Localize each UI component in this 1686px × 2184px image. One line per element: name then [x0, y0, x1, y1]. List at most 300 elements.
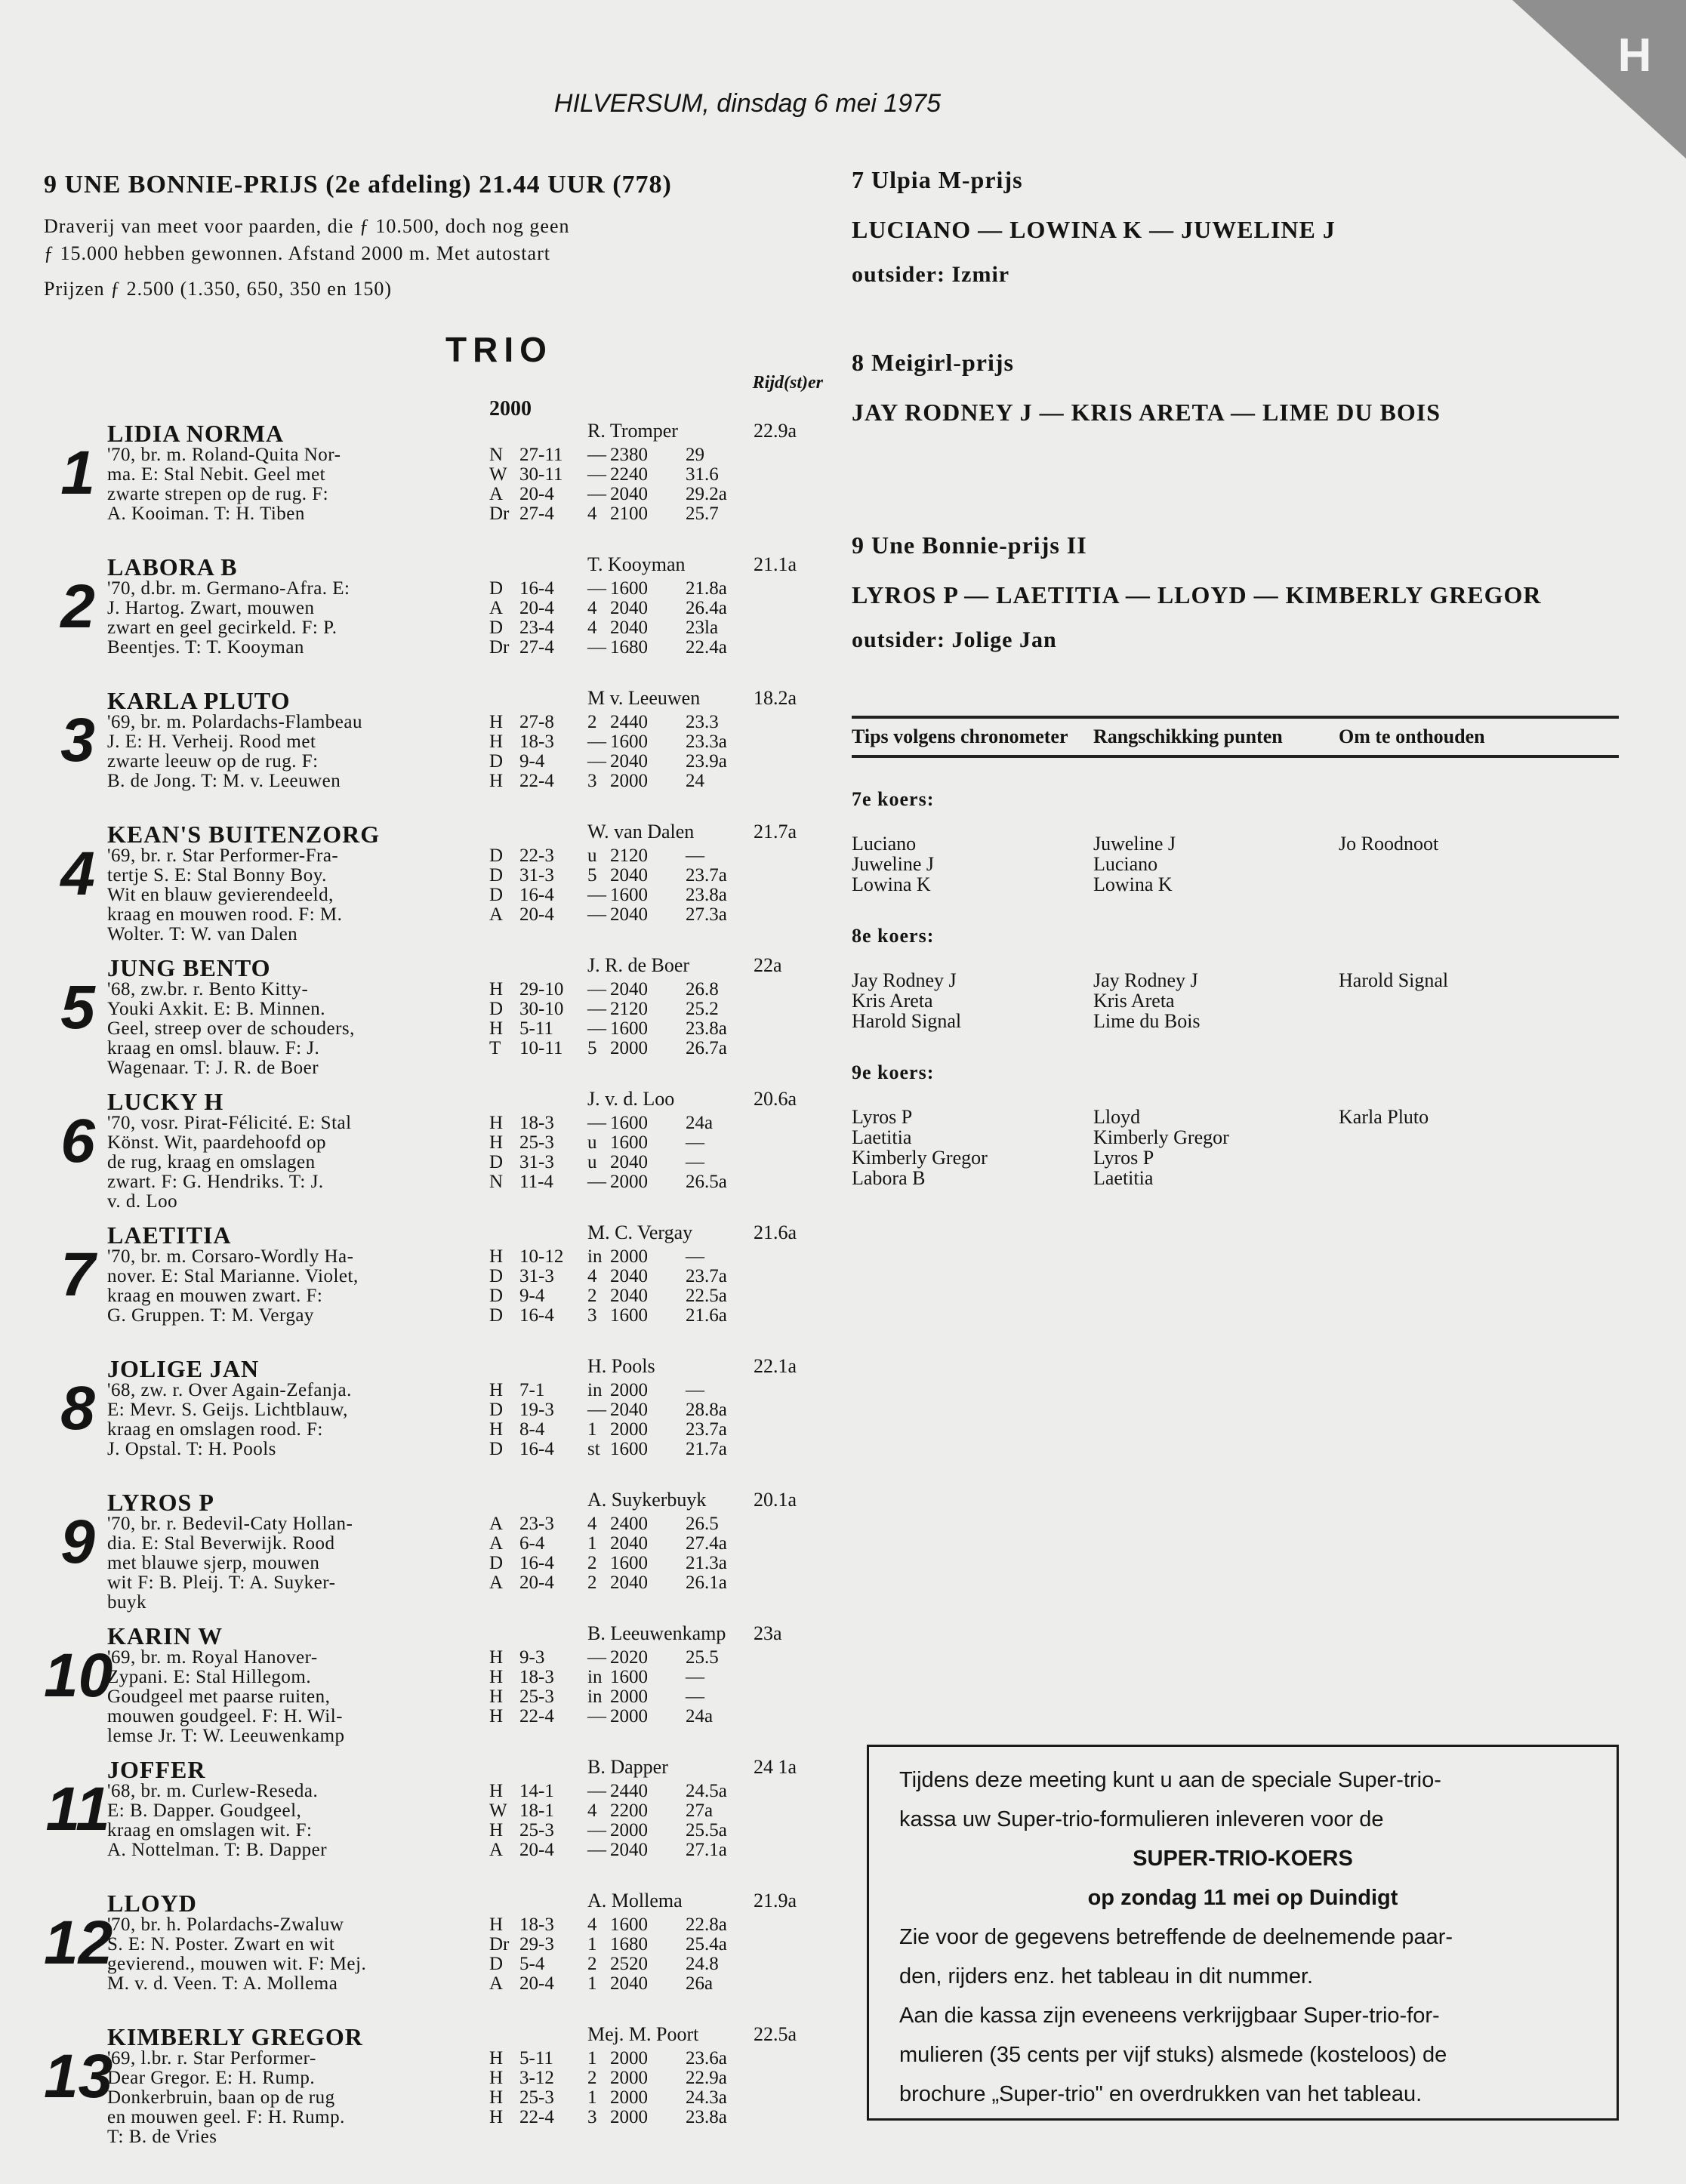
- result-cell: 2380: [610, 445, 648, 465]
- result-row: [489, 1554, 746, 1573]
- koers-block: [852, 788, 1619, 895]
- horse-description: [107, 445, 530, 524]
- result-cell: 23.8a: [686, 885, 727, 905]
- result-row: [489, 1821, 746, 1841]
- result-cell: 22-4: [519, 1706, 554, 1727]
- result-cell: H: [489, 979, 504, 1000]
- result-cell: 5-4: [519, 1954, 545, 1974]
- description-line: lemse Jr. T: W. Leeuwenkamp: [107, 1726, 345, 1746]
- result-cell: 24: [686, 771, 704, 791]
- description-line: Wolter. T: W. van Dalen: [107, 924, 298, 944]
- tip-outsider: outsider: Jolige Jan: [852, 627, 1057, 652]
- koers-entry: Lime du Bois: [1093, 1010, 1201, 1032]
- result-cell: 18-1: [519, 1800, 554, 1821]
- description-line: '70, br. h. Polardachs-Zwaluw: [107, 1914, 344, 1935]
- result-cell: 29: [686, 445, 704, 465]
- description-line: met blauwe sjerp, mouwen: [107, 1553, 320, 1573]
- description-line: J. Hartog. Zwart, mouwen: [107, 598, 315, 618]
- notice-date: op zondag 11 mei op Duindigt: [1087, 1886, 1398, 1910]
- horse-rider: J. R. de Boer: [587, 954, 690, 976]
- koers-list: [852, 788, 1619, 1188]
- result-cell: 26.8: [686, 979, 719, 1000]
- result-cell: H: [489, 2087, 504, 2108]
- result-cell: 3: [587, 2107, 597, 2127]
- description-line: Youki Axkit. E: B. Minnen.: [107, 999, 325, 1019]
- result-cell: 30-10: [519, 999, 564, 1019]
- horse-description: [107, 1648, 530, 1746]
- result-cell: 2040: [610, 1286, 648, 1306]
- result-cell: 4: [587, 504, 597, 524]
- result-cell: 27-11: [519, 445, 563, 465]
- result-cell: 2440: [610, 712, 648, 732]
- description-line: '69, br. m. Polardachs-Flambeau: [107, 712, 362, 732]
- result-cell: 20-4: [519, 598, 554, 618]
- result-cell: 24.3a: [686, 2087, 727, 2108]
- description-line: '68, zw.br. r. Bento Kitty-: [107, 979, 309, 1000]
- result-row: [489, 1974, 746, 1994]
- koers-entry: Kimberly Gregor: [852, 1147, 988, 1169]
- result-cell: 23.3: [686, 712, 719, 732]
- description-line: '69, l.br. r. Star Performer-: [107, 2048, 316, 2068]
- result-cell: D: [489, 1439, 504, 1459]
- result-cell: 23.9a: [686, 751, 727, 772]
- result-cell: 2: [587, 1573, 597, 1593]
- result-cell: 2040: [610, 1533, 648, 1554]
- result-cell: 23.7a: [686, 1266, 727, 1286]
- result-cell: 2: [587, 1286, 597, 1306]
- horse-number: 10: [44, 1641, 113, 1710]
- result-cell: H: [489, 1781, 504, 1801]
- horse-rider: B. Dapper: [587, 1756, 668, 1778]
- horse-description: [107, 846, 530, 944]
- horse-rider: W. van Dalen: [587, 821, 695, 842]
- result-cell: D: [489, 1400, 504, 1420]
- horse-number: 5: [60, 973, 95, 1042]
- result-cell: 4: [587, 1514, 597, 1534]
- koers-column: [1339, 833, 1610, 895]
- horse-name: LUCKY H: [107, 1088, 224, 1115]
- result-cell: —: [587, 637, 606, 658]
- description-line: J. Opstal. T: H. Pools: [107, 1439, 276, 1459]
- result-cell: H: [489, 2107, 504, 2127]
- result-cell: 23.8a: [686, 2107, 727, 2127]
- koers-entry: Kimberly Gregor: [1093, 1126, 1229, 1148]
- result-row: [489, 905, 746, 925]
- result-cell: 26.5a: [686, 1172, 727, 1192]
- result-cell: 29-3: [519, 1934, 554, 1955]
- result-cell: 23.6a: [686, 2048, 727, 2068]
- description-line: en mouwen geel. F: H. Rump.: [107, 2107, 345, 2127]
- result-cell: 1600: [610, 732, 648, 752]
- description-line: A. Nottelman. T: B. Dapper: [107, 1840, 328, 1860]
- result-cell: 1: [587, 2087, 597, 2108]
- result-row: [489, 866, 746, 886]
- result-cell: 23-3: [519, 1514, 554, 1534]
- result-cell: 31-3: [519, 1152, 554, 1172]
- result-cell: —: [587, 732, 606, 752]
- result-cell: A: [489, 1514, 504, 1534]
- result-cell: 27-8: [519, 712, 554, 732]
- result-cell: 8-4: [519, 1419, 545, 1440]
- horse-rating: 21.9a: [754, 1890, 797, 1911]
- horse-name: LABORA B: [107, 553, 238, 581]
- koers-entry: Laetitia: [852, 1126, 912, 1148]
- result-cell: 21.3a: [686, 1553, 727, 1573]
- result-row: [489, 1534, 746, 1554]
- horse-name: JOLIGE JAN: [107, 1355, 260, 1382]
- result-row: [489, 1648, 746, 1668]
- result-row: [489, 1935, 746, 1955]
- result-row: [489, 599, 746, 618]
- result-cell: D: [489, 1152, 504, 1172]
- result-cell: 2000: [610, 2087, 648, 2108]
- result-row: [489, 1114, 746, 1133]
- result-cell: H: [489, 1132, 504, 1153]
- result-row: [489, 846, 746, 866]
- result-cell: D: [489, 885, 504, 905]
- result-row: [489, 732, 746, 752]
- table-header: [852, 716, 1619, 758]
- result-row: [489, 2108, 746, 2127]
- description-line: v. d. Loo: [107, 1191, 178, 1212]
- horse-name: LLOYD: [107, 1890, 197, 1917]
- horse-description: [107, 1514, 530, 1613]
- horse-results: [489, 1915, 746, 1994]
- description-line: zwart. F: G. Hendriks. T: J.: [107, 1172, 324, 1192]
- result-row: [489, 1801, 746, 1821]
- result-cell: 22.9a: [686, 2068, 727, 2088]
- result-cell: 5-11: [519, 1018, 553, 1039]
- description-line: '70, vosr. Pirat-Félicité. E: Stal: [107, 1113, 352, 1133]
- result-row: [489, 1381, 746, 1400]
- description-line: buyk: [107, 1592, 146, 1613]
- horse-results: [489, 1782, 746, 1860]
- horse-name: JUNG BENTO: [107, 954, 271, 981]
- horse-description: [107, 713, 530, 791]
- race-title: 9 UNE BONNIE-PRIJS (2e afdeling) 21.44 UUR (778): [44, 171, 672, 199]
- horse-entry: [44, 954, 821, 1088]
- horse-list: [44, 420, 821, 2157]
- description-line: '70, br. r. Bedevil-Caty Hollan-: [107, 1514, 353, 1534]
- horse-rating: 18.2a: [754, 687, 797, 709]
- tip-prediction: JAY RODNEY J — KRIS ARETA — LIME DU BOIS: [852, 399, 1441, 426]
- horse-name: KEAN'S BUITENZORG: [107, 821, 381, 848]
- result-cell: 1680: [610, 637, 648, 658]
- result-cell: 2020: [610, 1647, 648, 1668]
- result-cell: 25.5: [686, 1647, 719, 1668]
- result-cell: 1600: [610, 1018, 648, 1039]
- horse-entry: [44, 553, 821, 687]
- result-cell: D: [489, 1954, 504, 1974]
- result-row: [489, 1400, 746, 1420]
- result-cell: H: [489, 1820, 504, 1841]
- result-cell: Dr: [489, 504, 510, 524]
- result-cell: 9-4: [519, 751, 545, 772]
- result-cell: 22.8a: [686, 1914, 727, 1935]
- result-cell: 25.7: [686, 504, 719, 524]
- koers-entry: Luciano: [852, 833, 917, 855]
- result-cell: u: [587, 846, 597, 866]
- result-cell: 1680: [610, 1934, 648, 1955]
- result-cell: —: [587, 578, 606, 599]
- horse-number: 4: [60, 839, 95, 908]
- result-cell: 16-4: [519, 578, 554, 599]
- result-cell: A: [489, 598, 504, 618]
- result-cell: 23.7a: [686, 865, 727, 886]
- result-cell: D: [489, 618, 504, 638]
- result-cell: 2100: [610, 504, 648, 524]
- result-cell: 2040: [610, 865, 648, 886]
- description-line: '68, zw. r. Over Again-Zefanja.: [107, 1380, 352, 1400]
- result-cell: H: [489, 732, 504, 752]
- result-cell: 21.8a: [686, 578, 727, 599]
- result-cell: 2000: [610, 1246, 648, 1267]
- horse-results: [489, 1381, 746, 1459]
- header-rangschikking: Rangschikking punten: [1093, 725, 1283, 747]
- result-cell: 25.5a: [686, 1820, 727, 1841]
- koers-block: [852, 1061, 1619, 1188]
- result-cell: 2120: [610, 846, 648, 866]
- description-line: E: B. Dapper. Goudgeel,: [107, 1800, 302, 1821]
- result-cell: 2120: [610, 999, 648, 1019]
- horse-rider: M v. Leeuwen: [587, 687, 701, 709]
- result-cell: 31-3: [519, 865, 554, 886]
- result-row: [489, 1782, 746, 1801]
- description-line: zwart en geel gecirkeld. F: P.: [107, 618, 338, 638]
- horse-results: [489, 713, 746, 791]
- result-cell: D: [489, 846, 504, 866]
- horse-number: 12: [44, 1908, 113, 1977]
- horse-rating: 20.6a: [754, 1088, 797, 1110]
- result-cell: 9-4: [519, 1286, 545, 1306]
- result-cell: 2040: [610, 1400, 648, 1420]
- description-line: A. Kooiman. T: H. Tiben: [107, 504, 305, 524]
- result-cell: D: [489, 751, 504, 772]
- horse-results: [489, 1514, 746, 1593]
- result-cell: W: [489, 464, 507, 485]
- description-line: Goudgeel met paarse ruiten,: [107, 1687, 331, 1707]
- result-cell: 9-3: [519, 1647, 545, 1668]
- result-cell: 21.7a: [686, 1439, 727, 1459]
- koers-column: [852, 833, 1093, 895]
- description-line: Geel, streep over de schouders,: [107, 1018, 355, 1039]
- result-cell: 2040: [610, 1152, 648, 1172]
- result-cell: 27-4: [519, 637, 554, 658]
- result-cell: —: [686, 1380, 704, 1400]
- horse-rider: B. Leeuwenkamp: [587, 1622, 726, 1644]
- koers-entry: Karla Pluto: [1339, 1106, 1429, 1128]
- result-cell: 16-4: [519, 1305, 554, 1326]
- race-description: Draverij van meet voor paarden, die ƒ 10.500, doch nog geen ƒ 15.000 hebben gewonnen. Afstand 2000 m. Met autostart: [44, 215, 570, 264]
- horse-name: JOFFER: [107, 1756, 206, 1783]
- result-row: [489, 485, 746, 504]
- description-line: '69, br. m. Royal Hanover-: [107, 1647, 318, 1668]
- tip-outsider: outsider: Izmir: [852, 262, 1010, 287]
- result-cell: 5: [587, 1038, 597, 1058]
- koers-row: [852, 970, 1619, 1031]
- koers-column: [1093, 833, 1339, 895]
- result-cell: 24.5a: [686, 1781, 727, 1801]
- result-cell: A: [489, 1840, 504, 1860]
- result-cell: W: [489, 1800, 507, 1821]
- result-cell: in: [587, 1246, 603, 1267]
- result-cell: —: [587, 484, 606, 504]
- horse-name: KIMBERLY GREGOR: [107, 2023, 363, 2050]
- result-cell: 23la: [686, 618, 719, 638]
- result-cell: 1: [587, 2048, 597, 2068]
- result-cell: —: [587, 445, 606, 465]
- result-cell: —: [686, 1667, 704, 1687]
- result-row: [489, 1841, 746, 1860]
- result-cell: H: [489, 712, 504, 732]
- horse-rating: 22a: [754, 954, 782, 976]
- tips-column: [852, 166, 1622, 714]
- result-cell: —: [587, 1820, 606, 1841]
- result-cell: Dr: [489, 637, 510, 658]
- result-cell: 3-12: [519, 2068, 554, 2088]
- result-cell: 2200: [610, 1800, 648, 1821]
- result-cell: H: [489, 1647, 504, 1668]
- horse-entry: [44, 1489, 821, 1622]
- result-cell: 18-3: [519, 1113, 554, 1133]
- result-cell: H: [489, 771, 504, 791]
- result-row: [489, 1306, 746, 1326]
- result-cell: 26a: [686, 1973, 714, 1994]
- page-header: HILVERSUM, dinsdag 6 mei 1975: [553, 89, 942, 118]
- koers-entry: Luciano: [1093, 853, 1158, 875]
- result-cell: 23.3a: [686, 732, 727, 752]
- result-row: [489, 1687, 746, 1707]
- tip-race-title: 7 Ulpia M-prijs: [852, 166, 1023, 193]
- description-line: nover. E: Stal Marianne. Violet,: [107, 1266, 359, 1286]
- result-cell: —: [587, 464, 606, 485]
- description-line: Könst. Wit, paardehoofd op: [107, 1132, 326, 1153]
- result-row: [489, 1955, 746, 1974]
- result-cell: —: [587, 751, 606, 772]
- result-cell: 2040: [610, 979, 648, 1000]
- koers-entry: Kris Areta: [852, 990, 933, 1012]
- result-cell: 29-10: [519, 979, 564, 1000]
- horse-name: LIDIA NORMA: [107, 420, 285, 447]
- koers-column: [1093, 970, 1339, 1031]
- horse-number: 9: [60, 1508, 95, 1576]
- description-line: kraag en mouwen rood. F: M.: [107, 904, 343, 925]
- description-line: S. E: N. Poster. Zwart en wit: [107, 1934, 335, 1955]
- result-cell: 23.7a: [686, 1419, 727, 1440]
- description-line: M. v. d. Veen. T: A. Mollema: [107, 1973, 338, 1994]
- result-cell: 5: [587, 865, 597, 886]
- description-line: ma. E: Stal Nebit. Geel met: [107, 464, 326, 485]
- horse-number: 13: [44, 2042, 113, 2111]
- result-cell: H: [489, 1380, 504, 1400]
- horse-rider: R. Tromper: [587, 420, 678, 442]
- race-column: [44, 171, 823, 2147]
- tip-race-title: 9 Une Bonnie-prijs II: [852, 531, 1087, 559]
- tips-table: [852, 716, 1619, 1188]
- result-cell: 3: [587, 1305, 597, 1326]
- horse-number: 1: [60, 439, 95, 507]
- result-cell: in: [587, 1380, 603, 1400]
- result-cell: 2000: [610, 1706, 648, 1727]
- header-onthouden: Om te onthouden: [1339, 725, 1485, 747]
- result-cell: H: [489, 1667, 504, 1687]
- result-cell: H: [489, 2048, 504, 2068]
- result-cell: —: [587, 1706, 606, 1727]
- result-cell: N: [489, 445, 504, 465]
- result-cell: —: [587, 979, 606, 1000]
- horse-description: [107, 1782, 530, 1860]
- result-cell: 22-3: [519, 846, 554, 866]
- result-row: [489, 1000, 746, 1019]
- result-cell: 2440: [610, 1781, 648, 1801]
- koers-title: 9e koers:: [852, 1061, 935, 1083]
- result-cell: 1: [587, 1934, 597, 1955]
- result-cell: H: [489, 1687, 504, 1707]
- result-cell: 22.5a: [686, 1286, 727, 1306]
- result-cell: 2040: [610, 904, 648, 925]
- result-cell: 2000: [610, 1038, 648, 1058]
- horse-number: 6: [60, 1107, 95, 1175]
- koers-entry: Harold Signal: [1339, 969, 1449, 991]
- result-cell: 30-11: [519, 464, 563, 485]
- result-cell: 29.2a: [686, 484, 727, 504]
- horse-number: 11: [45, 1775, 110, 1844]
- koers-entry: Jay Rodney J: [1093, 969, 1198, 991]
- koers-entry: Kris Areta: [1093, 990, 1175, 1012]
- description-line: Beentjes. T: T. Kooyman: [107, 637, 304, 658]
- result-cell: 1600: [610, 578, 648, 599]
- horse-number: 2: [60, 572, 95, 641]
- result-row: [489, 2049, 746, 2068]
- koers-column: [852, 970, 1093, 1031]
- description-line: Wagenaar. T: J. R. de Boer: [107, 1058, 319, 1078]
- horse-entry: [44, 2023, 821, 2157]
- result-cell: H: [489, 1018, 504, 1039]
- horse-rating: 22.5a: [754, 2023, 797, 2045]
- result-cell: 2040: [610, 1573, 648, 1593]
- horse-rider: A. Suykerbuyk: [587, 1489, 707, 1511]
- result-cell: 25-3: [519, 1820, 554, 1841]
- result-cell: 26.5: [686, 1514, 719, 1534]
- result-cell: 20-4: [519, 484, 554, 504]
- result-cell: 10-11: [519, 1038, 563, 1058]
- result-cell: 4: [587, 618, 597, 638]
- description-line: Dear Gregor. E: H. Rump.: [107, 2068, 316, 2088]
- result-cell: 6-4: [519, 1533, 545, 1554]
- horse-name: LYROS P: [107, 1489, 214, 1516]
- result-cell: 1600: [610, 1132, 648, 1153]
- result-cell: A: [489, 904, 504, 925]
- result-cell: A: [489, 1973, 504, 1994]
- result-cell: H: [489, 1419, 504, 1440]
- description-line: '69, br. r. Star Performer-Fra-: [107, 846, 339, 866]
- horse-entry: [44, 1355, 821, 1489]
- description-line: wit F: B. Pleij. T: A. Suyker-: [107, 1573, 336, 1593]
- result-cell: —: [587, 999, 606, 1019]
- result-cell: 4: [587, 1266, 597, 1286]
- result-cell: 2000: [610, 2068, 648, 2088]
- result-row: [489, 1420, 746, 1440]
- result-row: [489, 2068, 746, 2088]
- result-cell: 1: [587, 1419, 597, 1440]
- result-cell: H: [489, 1246, 504, 1267]
- result-cell: 22-4: [519, 2107, 554, 2127]
- description-line: B. de Jong. T: M. v. Leeuwen: [107, 771, 341, 791]
- result-cell: —: [686, 1687, 704, 1707]
- result-cell: 1600: [610, 1113, 648, 1133]
- result-cell: 16-4: [519, 885, 554, 905]
- tip-block: [852, 349, 1622, 531]
